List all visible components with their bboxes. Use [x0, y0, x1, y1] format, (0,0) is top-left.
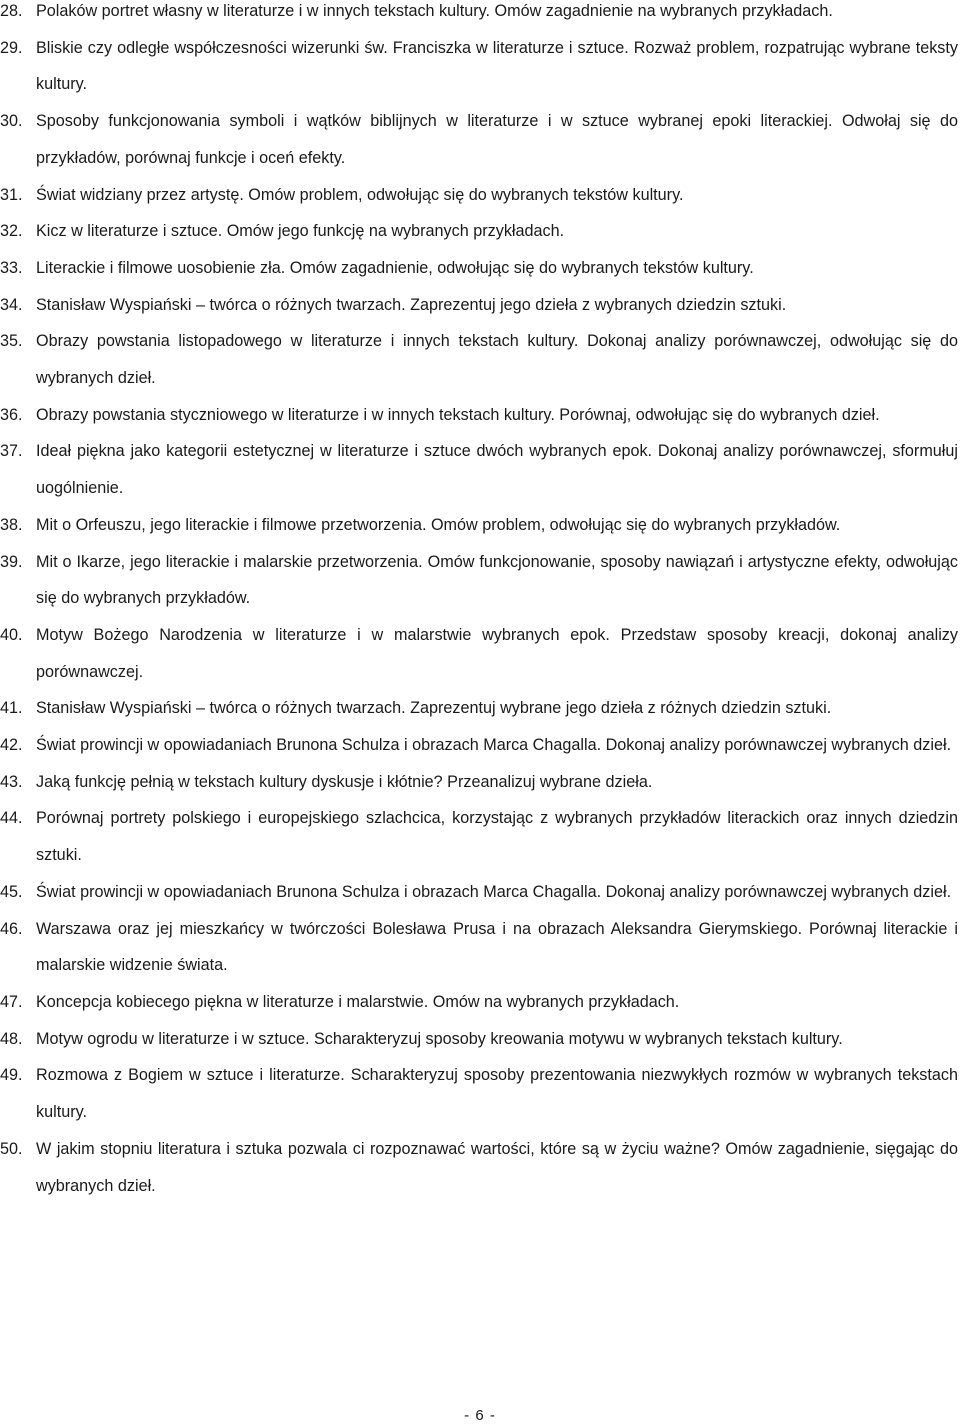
topic-number: 48.: [0, 1029, 23, 1048]
topic-item: [0, 911, 958, 984]
topic-text: Warszawa oraz jej mieszkańcy w twórczości Bolesława Prusa i na obrazach Aleksandra Gierymskiego. Porównaj literackie i malarskie widzenie świata.: [36, 919, 958, 975]
topic-text: Stanisław Wyspiański – twórca o różnych twarzach. Zaprezentuj jego dzieła z wybranych dziedzin sztuki.: [36, 295, 787, 314]
topic-number: 49.: [0, 1066, 23, 1085]
topic-text: Literackie i filmowe uosobienie zła. Omów zagadnienie, odwołując się do wybranych tekstów kultury.: [36, 258, 754, 277]
topic-text: Sposoby funkcjonowania symboli i wątków biblijnych w literaturze i w sztuce wybranej epoki literackiej. Odwołaj się do przykładów, porównaj funkcje i oceń efekty.: [36, 112, 958, 167]
topic-item: [0, 397, 958, 434]
topic-item: [0, 800, 958, 873]
topic-number: 29.: [0, 38, 23, 57]
topic-item: [0, 250, 958, 287]
topic-text: Świat prowincji w opowiadaniach Brunona Schulza i obrazach Marca Chagalla. Dokonaj analizy porównawczej wybranych dzieł.: [36, 736, 952, 755]
topic-text: Stanisław Wyspiański – twórca o różnych twarzach. Zaprezentuj wybrane jego dzieła z różnych dziedzin sztuki.: [36, 699, 832, 718]
topic-number: 47.: [0, 992, 23, 1011]
topic-text: W jakim stopniu literatura i sztuka pozwala ci rozpoznawać wartości, które są w życiu ważne? Omów zagadnienie, sięgając do wybranych dzieł.: [36, 1139, 958, 1195]
topic-number: 50.: [0, 1139, 23, 1158]
topic-number: 30.: [0, 112, 23, 131]
topic-text: Polaków portret własny w literaturze i w innych tekstach kultury. Omów zagadnienie na wybranych przykładach.: [36, 2, 833, 20]
topic-number: 35.: [0, 332, 23, 351]
topic-item: [0, 764, 958, 801]
topic-item: [0, 287, 958, 324]
topic-number: 42.: [0, 736, 23, 755]
topic-text: Koncepcja kobiecego piękna w literaturze i malarstwie. Omów na wybranych przykładach.: [36, 992, 680, 1011]
topic-text: Obrazy powstania listopadowego w literaturze i innych tekstach kultury. Dokonaj analizy porównawczej, odwołując się do wybranych dzieł.: [36, 332, 958, 388]
topic-item: [0, 0, 958, 30]
topic-number: 41.: [0, 699, 23, 718]
topic-item: [0, 1057, 958, 1130]
topic-number: 37.: [0, 442, 23, 461]
topic-text: Świat prowincji w opowiadaniach Brunona Schulza i obrazach Marca Chagalla. Dokonaj analizy porównawczej wybranych dzieł.: [36, 882, 952, 901]
topic-item: [0, 874, 958, 911]
topic-item: [0, 1021, 958, 1058]
topic-text: Motyw Bożego Narodzenia w literaturze i w malarstwie wybranych epok. Przedstaw sposoby kreacji, dokonaj analizy porównawczej.: [36, 625, 958, 681]
topic-item: [0, 617, 958, 690]
topic-number: 28.: [0, 2, 23, 20]
topic-number: 43.: [0, 772, 23, 791]
topic-number: 34.: [0, 295, 23, 314]
topic-item: [0, 103, 958, 176]
topic-text: Świat widziany przez artystę. Omów problem, odwołując się do wybranych tekstów kultury.: [36, 185, 684, 204]
topic-item: [0, 177, 958, 214]
topic-number: 38.: [0, 515, 23, 534]
topic-text: Mit o Orfeuszu, jego literackie i filmowe przetworzenia. Omów problem, odwołując się do wybranych przykładów.: [36, 515, 841, 534]
topic-item: [0, 507, 958, 544]
topic-item: [0, 1131, 958, 1204]
topic-number: 32.: [0, 222, 23, 241]
topic-text: Jaką funkcję pełnią w tekstach kultury dyskusje i kłótnie? Przeanalizuj wybrane dzieła.: [36, 772, 653, 791]
topic-number: 46.: [0, 919, 23, 938]
topic-number: 44.: [0, 809, 23, 828]
topic-text: Obrazy powstania styczniowego w literaturze i w innych tekstach kultury. Porównaj, odwołując się do wybranych dzieł.: [36, 405, 880, 424]
topic-number: 36.: [0, 405, 23, 424]
topic-item: [0, 30, 958, 103]
topic-text: Ideał piękna jako kategorii estetycznej w literaturze i sztuce dwóch wybranych epok. Dokonaj analizy porównawczej, sformułuj uogólnienie.: [36, 442, 958, 498]
topic-number: 33.: [0, 258, 23, 277]
topic-item: [0, 544, 958, 617]
topic-text: Porównaj portrety polskiego i europejskiego szlachcica, korzystając z wybranych przykładów literackich oraz innych dziedzin sztuki.: [36, 809, 958, 865]
topic-text: Motyw ogrodu w literaturze i w sztuce. Scharakteryzuj sposoby kreowania motywu w wybranych tekstach kultury.: [36, 1029, 843, 1048]
topic-text: Rozmowa z Bogiem w sztuce i literaturze. Scharakteryzuj sposoby prezentowania niezwykłych rozmów w wybranych tekstach kultury.: [36, 1066, 958, 1122]
topic-text: Bliskie czy odległe współczesności wizerunki św. Franciszka w literaturze i sztuce. Rozważ problem, rozpatrując wybrane teksty kultury.: [36, 38, 958, 94]
topic-number: 40.: [0, 625, 23, 644]
topic-item: [0, 690, 958, 727]
topic-item: [0, 213, 958, 250]
topic-number: 45.: [0, 882, 23, 901]
page-number: - 6 -: [464, 1407, 496, 1424]
topic-text: Kicz w literaturze i sztuce. Omów jego funkcję na wybranych przykładach.: [36, 222, 565, 241]
topic-item: [0, 984, 958, 1021]
topic-item: [0, 433, 958, 506]
topic-item: [0, 323, 958, 396]
topic-text: Mit o Ikarze, jego literackie i malarskie przetworzenia. Omów funkcjonowanie, sposoby nawiązań i artystyczne efekty, odwołując się do wybranych przykładów.: [36, 552, 958, 608]
topic-number: 39.: [0, 552, 23, 571]
topic-item: [0, 727, 958, 764]
topic-number: 31.: [0, 185, 23, 204]
